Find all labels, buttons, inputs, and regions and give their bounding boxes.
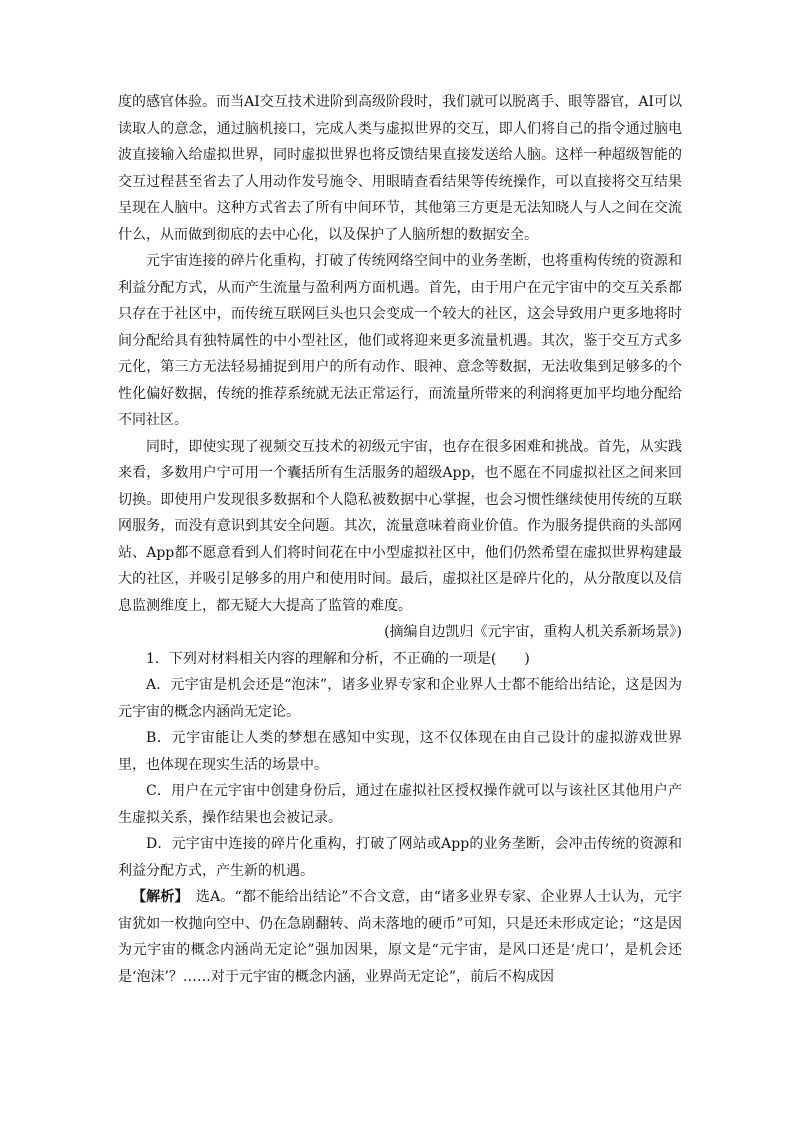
source-citation: (摘编自边凯归《元宇宙，重构人机关系新场景》) — [384, 624, 682, 640]
paragraph-1: 度的感官体验。而当AI交互技术进阶到高级阶段时，我们就可以脱离手、眼等器官，AI可以读取人的意念，通过脑机接口，完成人类与虚拟世界的交互，即人们将自己的指令通过脑电波直接输入给虚拟世界，同时虚拟世界也将反馈结果直接发送给人脑。这样一种超级智能的交互过程甚至省去了人用动作发号施令、用眼睛查看结果等传统操作，可以直接将交互结果呈现在人脑中。这种方式省去了所有中间环节，其他第三方更是无法知晓人与人之间在交流什么，从而做到彻底的去中心化，以及保护了人脑所想的数据安全。 — [118, 94, 682, 243]
analysis — [118, 884, 682, 990]
option-a: A．元宇宙是机会还是“泡沫”，诸多业界专家和企业界人士都不能给出结论，这是因为元宇宙的概念内涵尚无定论。 — [118, 677, 682, 720]
option-c: C．用户在元宇宙中创建身份后，通过在虚拟社区授权操作就可以与该社区其他用户产生虚拟关系，操作结果也会被记录。 — [118, 783, 682, 826]
paragraph-3: 同时，即使实现了视频交互技术的初级元宇宙，也存在很多困难和挑战。首先，从实践来看，多数用户宁可用一个囊括所有生活服务的超级App，也不愿在不同虚拟社区之间来回切换。即使用户发现很多数据和个人隐私被数据中心掌握，也会习惯性继续使用传统的互联网服务，而没有意识到其安全问题。其次，流量意味着商业价值。作为服务提供商的头部网站、App都不愿意看到人们将时间花在中小型虚拟社区中，他们仍然希望在虚拟世界构建最大的社区，并吸引足够多的用户和使用时间。最后，虚拟社区是碎片化的，从分散度以及信息监测维度上，都无疑大大提高了监管的难度。 — [118, 438, 682, 614]
document-body — [118, 89, 682, 990]
paragraph-2: 元宇宙连接的碎片化重构，打破了传统网络空间中的业务垄断，也将重构传统的资源和利益分配方式，从而产生流量与盈利两方面机遇。首先，由于用户在元宇宙中的交互关系都只存在于社区中，而传统互联网巨头也只会变成一个较大的社区，这会导致用户更多地将时间分配给具有独特属性的中小型社区，他们或将迎来更多流量机遇。其次，鉴于交互方式多元化，第三方无法轻易捕捉到用户的所有动作、眼神、意念等数据，无法收集到足够多的个性化偏好数据，传统的推荐系统就无法正常运行，而流量所带来的利润将更加平均地分配给不同社区。 — [118, 253, 682, 428]
analysis-text: 选A。“都不能给出结论”不合文意，由“诸多业界专家、企业界人士认为，元宇宙犹如一枚抛向空中、仍在急剧翻转、尚未落地的硬币”可知，只是还未形成定论；“这是因为元宇宙的概念内涵尚无定论”强加因果，原文是“元宇宙，是风口还是‘虎口’，是机会还是‘泡沫’？……对于元宇宙的概念内涵，业界尚无定论”，前后不构成因 — [118, 889, 682, 985]
option-b: B．元宇宙能让人类的梦想在感知中实现，这不仅体现在由自己设计的虚拟游戏世界里，也体现在现实生活的场景中。 — [118, 730, 682, 773]
question-stem: 1．下列对材料相关内容的理解和分析，不正确的一项是( ) — [146, 650, 530, 667]
option-d: D．元宇宙中连接的碎片化重构，打破了网站或App的业务垄断，会冲击传统的资源和利益分配方式，产生新的机遇。 — [118, 836, 682, 879]
analysis-label: 【解析】 — [132, 889, 182, 905]
